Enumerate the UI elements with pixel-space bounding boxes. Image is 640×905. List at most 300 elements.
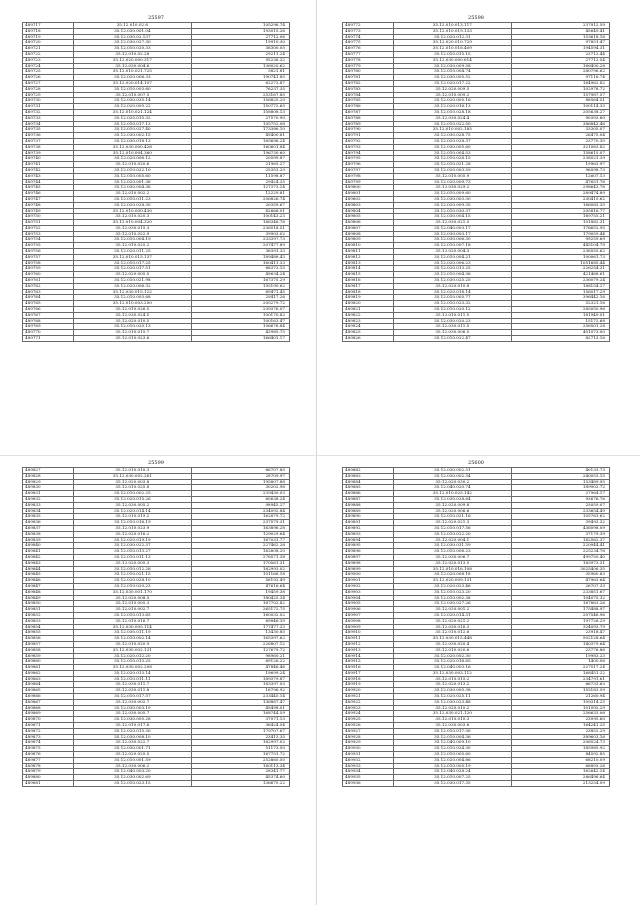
row-number-cell: 489839 [23,537,74,543]
cadastral-code-cell: 35.12.010.025.142 [393,491,511,497]
amount-cell: 401073.00 [511,330,609,336]
cadastral-code-cell: 35.12.030.002.7 [73,699,191,705]
row-number-cell: 489794 [343,150,394,156]
amount-cell: 26707.33 [511,583,609,589]
cadastral-code-cell: 35.12.030.003.17 [393,231,511,237]
cadastral-code-cell: 35.12.020.018.14 [393,289,511,295]
amount-cell: 39903.02 [191,231,289,237]
row-number-cell: 489841 [23,549,74,555]
row-number-cell: 489749 [23,208,74,214]
amount-cell: 227517.24 [511,665,609,671]
row-number-cell: 489800 [343,185,394,191]
cadastral-code-cell: 35.12.030.002.34 [393,473,511,479]
cadastral-code-cell: 35.12.030.015.122 [73,289,191,295]
row-number-cell: 489759 [23,266,74,272]
row-number-cell: 489906 [343,607,394,613]
row-number-cell: 489826 [343,336,394,342]
row-number-cell: 489851 [23,607,74,613]
cadastral-code-cell: 35.12.020.001.2 [393,607,511,613]
amount-cell: 43985.75 [191,330,289,336]
amount-cell: 164241.25 [511,723,609,729]
amount-cell: 27712.54 [511,57,609,63]
amount-cell: 12229.81 [191,191,289,197]
row-number-cell: 489930 [343,746,394,752]
cadastral-code-cell: 35.12.030.020.23 [393,318,511,324]
amount-cell: 194594.31 [511,46,609,52]
amount-cell: 168744.59 [191,711,289,717]
row-number-cell: 489784 [343,92,394,98]
row-number-cell: 489885 [343,485,394,491]
amount-cell: 19963.97 [511,162,609,168]
amount-cell: 386843.46 [511,121,609,127]
row-number-cell: 489732 [23,109,74,115]
row-number-cell: 489758 [23,260,74,266]
amount-cell: 162997.02 [191,740,289,746]
cadastral-code-cell: 35.12.020.008.18 [393,572,511,578]
row-number-cell: 489761 [23,278,74,284]
row-number-cell: 489828 [23,473,74,479]
row-number-cell: 489720 [23,40,74,46]
cadastral-code-cell: 35.12.010.002.2 [73,191,191,197]
row-number-cell: 489728 [23,86,74,92]
cadastral-code-cell: 35.12.030.003.6 [393,723,511,729]
cadastral-code-cell: 35.12.020.002.30 [393,653,511,659]
amount-cell: 321083.82 [511,144,609,150]
row-number-cell: 489918 [343,676,394,682]
amount-cell: 162879.72 [191,514,289,520]
row-number-cell: 489833 [23,502,74,508]
cadastral-code-cell: 35.12.020.013.2 [393,682,511,688]
amount-cell: 69846.39 [191,618,289,624]
amount-cell: 37071.13 [191,717,289,723]
row-number-cell: 489742 [23,167,74,173]
amount-cell: 162642.14 [511,769,609,775]
cadastral-code-cell: 35.12.020.006.12 [73,156,191,162]
row-number-cell: 489890 [343,514,394,520]
cadastral-code-cell: 35.12.010.013.25 [73,659,191,665]
cadastral-code-cell: 35.12.020.005.3 [73,560,191,566]
row-number-cell: 489754 [23,237,74,243]
row-number-cell: 489882 [343,468,394,474]
cadastral-code-cell: 35.12.030.008.10 [73,734,191,740]
cadastral-code-cell: 35.12.030.035.14 [73,98,191,104]
amount-cell: 25353.20 [191,167,289,173]
amount-cell: 238521.39 [511,156,609,162]
row-number-cell: 489809 [343,237,394,243]
amount-cell: 93676.76 [511,496,609,502]
cadastral-code-cell: 35.12.010.015.137 [73,254,191,260]
row-number-cell: 489723 [23,57,74,63]
row-number-cell: 489817 [343,283,394,289]
cadastral-code-cell: 35.12.030.001.71 [73,746,191,752]
row-number-cell: 489762 [23,283,74,289]
amount-cell: 150772.65 [191,104,289,110]
amount-cell: 1400.06 [511,659,609,665]
amount-cell: 47616.64 [191,583,289,589]
cadastral-code-cell: 35.12.030.002.208 [73,665,191,671]
cadastral-code-cell: 35.12.010.021.28 [393,162,511,168]
row-number-cell: 489744 [23,179,74,185]
cadastral-code-cell: 35.12.010.003.250 [73,301,191,307]
amount-cell: 104075.32 [511,595,609,601]
row-number-cell: 489897 [343,554,394,560]
row-number-cell: 489883 [343,473,394,479]
row-number-cell: 489932 [343,757,394,763]
cadastral-code-cell: 35.12.020.004.3 [393,249,511,255]
cadastral-code-cell: 35.12.010.012.28 [73,566,191,572]
amount-cell: 153489.95 [511,479,609,485]
amount-cell: 69471.45 [191,289,289,295]
cadastral-code-cell: 35.12.020.013.25 [393,266,511,272]
amount-cell: 68372.15 [191,266,289,272]
row-number-cell: 489724 [23,63,74,69]
amount-cell: 240053.15 [511,473,609,479]
amount-cell: 167031.77 [191,537,289,543]
cadastral-code-cell: 35.12.030.011.8 [73,688,191,694]
amount-cell: 136887.47 [191,699,289,705]
row-number-cell: 489786 [343,104,394,110]
cadastral-code-cell: 35.12.030.000.428 [73,144,191,150]
row-number-cell: 489727 [23,80,74,86]
amount-cell: 23712.44 [511,51,609,57]
row-number-cell: 489888 [343,502,394,508]
amount-cell: 188154.27 [511,283,609,289]
cadastral-code-cell: 35.12.010.005.19 [393,763,511,769]
amount-cell: 23918.47 [511,630,609,636]
amount-cell: 27964.17 [511,491,609,497]
amount-cell: 90393.60 [511,115,609,121]
amount-cell: 29424.25 [191,179,289,185]
cadastral-code-cell: 35.12.020.006.23 [393,260,511,266]
row-number-cell: 489804 [343,208,394,214]
row-number-cell: 489772 [343,23,394,29]
row-number-cell: 489789 [343,121,394,127]
row-number-cell: 489722 [23,51,74,57]
amount-cell: 156017.29 [511,289,609,295]
cadastral-code-cell: 35.12.020.012.31 [393,34,511,40]
row-number-cell: 489927 [343,728,394,734]
row-number-cell: 489735 [23,127,74,133]
amount-cell: 298643.78 [511,185,609,191]
amount-cell: 98960.21 [191,653,289,659]
amount-cell: 181949.01 [511,312,609,318]
amount-cell: 84592.85 [511,752,609,758]
amount-cell: 421468.61 [511,272,609,278]
row-number-cell: 489834 [23,508,74,514]
row-number-cell: 489755 [23,243,74,249]
row-number-cell: 489737 [23,138,74,144]
cadastral-code-cell: 35.12.040.003.16 [393,665,511,671]
row-number-cell: 489843 [23,560,74,566]
amount-cell: 36391.33 [191,249,289,255]
cadastral-code-cell: 35.12.020.017.22 [393,80,511,86]
amount-cell: 25059.07 [511,502,609,508]
cadastral-code-cell: 35.12.030.021.5 [393,220,511,226]
amount-cell: 127679.72 [191,647,289,653]
amount-cell: 182562.37 [511,537,609,543]
amount-cell: 226254.31 [511,266,609,272]
cadastral-code-cell: 35.12.020.015.26 [73,496,191,502]
amount-cell: 28341.77 [191,769,289,775]
cadastral-code-cell: 35.12.010.023.20 [393,589,511,595]
row-number-cell: 489810 [343,243,394,249]
row-number-cell: 489791 [343,133,394,139]
cadastral-code-cell: 35.12.010.023.15 [73,781,191,787]
cadastral-code-cell: 35.12.020.021.2 [393,618,511,624]
row-number-cell: 489854 [23,624,74,630]
cadastral-code-cell: 35.12.020.000.317 [73,57,191,63]
row-number-cell: 489782 [343,80,394,86]
cadastral-code-cell: 35.12.030.006.5 [393,330,511,336]
parcel-table [22,22,290,342]
amount-cell: 15172.68 [511,318,609,324]
row-number-cell: 489741 [23,162,74,168]
cadastral-code-cell: 35.12.020.003.8 [73,479,191,485]
row-number-cell: 489889 [343,508,394,514]
amount-cell: 49634.24 [191,272,289,278]
row-number-cell: 489844 [23,566,74,572]
row-number-cell: 489831 [23,491,74,497]
row-number-cell: 489845 [23,572,74,578]
cadastral-code-cell: 35.12.010.021.16 [393,514,511,520]
row-number-cell: 489901 [343,578,394,584]
cadastral-code-cell: 35.12.010.020.9 [73,641,191,647]
amount-cell: 233851.67 [511,589,609,595]
amount-cell: 175488.97 [511,607,609,613]
page-divider-vertical [316,0,317,905]
amount-cell: 265172.75 [191,607,289,613]
amount-cell: 105752.08 [191,121,289,127]
cadastral-code-cell: 35.12.010.011.5 [393,312,511,318]
cadastral-code-cell: 35.12.020.009.5 [393,86,511,92]
amount-cell: 101882.31 [511,220,609,226]
row-number-cell: 489790 [343,127,394,133]
cadastral-code-cell: 35.12.010.020.12 [393,307,511,313]
row-number-cell: 489907 [343,612,394,618]
cadastral-code-cell: 35.12.030.004.15 [393,214,511,220]
cadastral-code-cell: 35.12.010.030.37 [393,208,511,214]
row-number-cell: 489740 [23,156,74,162]
row-number-cell: 489878 [23,763,74,769]
cadastral-code-cell: 35.12.030.027.30 [73,40,191,46]
amount-cell: 234092.84 [191,508,289,514]
cadastral-code-cell: 35.12.010.009.2 [393,92,511,98]
row-number-cell: 489919 [343,682,394,688]
amount-cell: 21965.27 [191,162,289,168]
cadastral-code-cell: 35.12.010.019.2 [73,514,191,520]
amount-cell: 163397.03 [191,682,289,688]
cadastral-code-cell: 35.12.010.004.320 [73,220,191,226]
cadastral-code-cell: 35.12.010.016.7 [73,618,191,624]
cadastral-code-cell: 35.12.010.015.15 [393,51,511,57]
row-number-cell: 489830 [23,485,74,491]
amount-cell: 105296.74 [191,23,289,29]
row-number-cell: 489814 [343,266,394,272]
row-number-cell: 489879 [23,769,74,775]
row-number-cell: 489726 [23,75,74,81]
row-number-cell: 489895 [343,543,394,549]
cadastral-code-cell: 35.12.040.020.74 [393,485,511,491]
amount-cell: 23095.60 [511,717,609,723]
row-number-cell: 489920 [343,688,394,694]
amount-cell: 100170.82 [191,312,289,318]
cadastral-code-cell: 35.12.030.024.4 [393,115,511,121]
row-number-cell: 489912 [343,641,394,647]
row-number-cell: 489771 [23,336,74,342]
amount-cell: 52321.16 [511,301,609,307]
amount-cell: 60638.24 [191,496,289,502]
cadastral-code-cell: 35.12.030.005.60 [393,144,511,150]
row-number-cell: 489766 [23,307,74,313]
row-number-cell: 489818 [343,289,394,295]
cadastral-code-cell: 35.12.010.002.25 [73,491,191,497]
row-number-cell: 489721 [23,46,74,52]
amount-cell: 239430.03 [191,491,289,497]
amount-cell: 40133.73 [511,468,609,474]
cadastral-code-cell: 35.12.030.015.448 [393,636,511,642]
row-number-cell: 489778 [343,57,394,63]
amount-cell: 13430.85 [191,630,289,636]
cadastral-code-cell: 35.12.020.023.46 [393,583,511,589]
amount-cell: 160032.02 [191,612,289,618]
amount-cell: 207546.96 [511,612,609,618]
amount-cell: 29417.26 [191,295,289,301]
cadastral-code-cell: 35.12.030.023.48 [393,699,511,705]
cadastral-code-cell: 35.12.010.002.185 [393,127,511,133]
row-number-cell: 489768 [23,318,74,324]
amount-cell: 36424.54 [191,723,289,729]
amount-cell: 49498.01 [191,705,289,711]
row-number-cell: 489861 [23,665,74,671]
cadastral-code-cell: 35.12.020.014.14 [73,508,191,514]
page-panel-25600 [342,460,610,787]
row-number-cell: 489909 [343,624,394,630]
cadastral-code-cell: 35.12.020.006.33 [73,75,191,81]
row-number-cell: 489770 [23,330,74,336]
row-number-cell: 489763 [23,289,74,295]
amount-cell: 166400.28 [511,63,609,69]
cadastral-code-cell: 35.12.030.024.5 [73,312,191,318]
amount-cell: 99259.69 [511,237,609,243]
row-number-cell: 489767 [23,312,74,318]
row-number-cell: 489738 [23,144,74,150]
amount-cell: 21260.94 [511,694,609,700]
cadastral-code-cell: 35.12.030.016.3 [393,624,511,630]
row-number-cell: 489760 [23,272,74,278]
amount-cell: 39493.32 [511,520,609,526]
row-number-cell: 489825 [343,330,394,336]
cadastral-code-cell: 35.12.010.000.430 [73,208,191,214]
cadastral-code-cell: 35.12.030.029.2 [393,185,511,191]
cadastral-code-cell: 35.12.010.022.47 [393,336,511,342]
amount-cell: 196730.60 [191,150,289,156]
row-number-cell: 489773 [343,28,394,34]
amount-cell: 234791.61 [511,676,609,682]
row-number-cell: 489806 [343,220,394,226]
amount-cell: 173386.10 [191,127,289,133]
cadastral-code-cell: 35.12.020.015.30 [73,728,191,734]
cadastral-code-cell: 35.12.010.025.8 [73,485,191,491]
amount-cell: 190741.85 [191,75,289,81]
cadastral-code-cell: 35.12.010.005.60 [393,752,511,758]
amount-cell: 98945.27 [191,502,289,508]
amount-cell: 56192.49 [191,578,289,584]
amount-cell: 276571.38 [191,554,289,560]
row-number-cell: 489803 [343,202,394,208]
amount-cell: 66707.85 [191,468,289,474]
row-number-cell: 489757 [23,254,74,260]
row-number-cell: 489894 [343,537,394,543]
amount-cell: 165397.62 [191,636,289,642]
page-number: 25598 [468,15,484,21]
amount-cell: 19983.23 [511,653,609,659]
cadastral-code-cell: 35.12.020.009.8 [393,502,511,508]
cadastral-code-cell: 35.12.020.005.16 [393,98,511,104]
row-number-cell: 489805 [343,214,394,220]
cadastral-code-cell: 35.12.020.028.10 [73,578,191,584]
amount-cell: 445104.79 [511,243,609,249]
amount-cell: 176652.95 [511,225,609,231]
amount-cell: 256633.06 [511,711,609,717]
row-number-cell: 489827 [23,468,74,474]
amount-cell: 160601.84 [191,144,289,150]
cadastral-code-cell: 35.12.010.005.3 [73,601,191,607]
amount-cell: 183973.31 [511,560,609,566]
cadastral-code-cell: 35.12.010.004.19 [73,237,191,243]
amount-cell: 66733.63 [511,682,609,688]
amount-cell: 19699.24 [191,670,289,676]
row-number-cell: 489795 [343,156,394,162]
cadastral-code-cell: 35.12.010.020.33 [73,46,191,52]
amount-cell: 45649.41 [511,28,609,34]
amount-cell: 1051685.44 [511,260,609,266]
amount-cell: 29211.24 [191,51,289,57]
cadastral-code-cell: 35.12.020.014.31 [393,612,511,618]
cadastral-code-cell: 35.12.030.011.19 [73,630,191,636]
amount-cell: 95236.32 [191,57,289,63]
cadastral-code-cell: 35.12.020.025.11 [393,694,511,700]
cadastral-code-cell: 35.12.020.006.32 [73,283,191,289]
row-number-cell: 489835 [23,514,74,520]
amount-cell: 11598.87 [191,173,289,179]
amount-cell: 23776.86 [511,647,609,653]
table-row [23,336,290,342]
row-number-cell: 489860 [23,659,74,665]
amount-cell: 12607.13 [511,173,609,179]
row-number-cell: 489764 [23,295,74,301]
amount-cell: 396442.16 [511,295,609,301]
amount-cell: 109314.25 [511,699,609,705]
row-number-cell: 489902 [343,583,394,589]
amount-cell: 28709.97 [191,473,289,479]
cadastral-code-cell: 35.12.020.012.20 [73,653,191,659]
row-number-cell: 489780 [343,69,394,75]
cadastral-code-cell: 35.12.010.001.59 [73,757,191,763]
row-number-cell: 489734 [23,121,74,127]
table-row [343,336,610,342]
amount-cell: 158808.13 [191,109,289,115]
row-number-cell: 489733 [23,115,74,121]
cadastral-code-cell: 35.12.010.002.7 [73,607,191,613]
amount-cell: 69126.22 [191,659,289,665]
cadastral-code-cell: 35.12.030.020.4 [393,641,511,647]
row-number-cell: 489866 [23,694,74,700]
amount-cell: 162993.02 [191,566,289,572]
cadastral-code-cell: 35.12.010.004.53 [393,150,511,156]
row-number-cell: 489928 [343,734,394,740]
amount-cell: 136675.22 [191,781,289,787]
amount-cell: 165696.24 [191,138,289,144]
